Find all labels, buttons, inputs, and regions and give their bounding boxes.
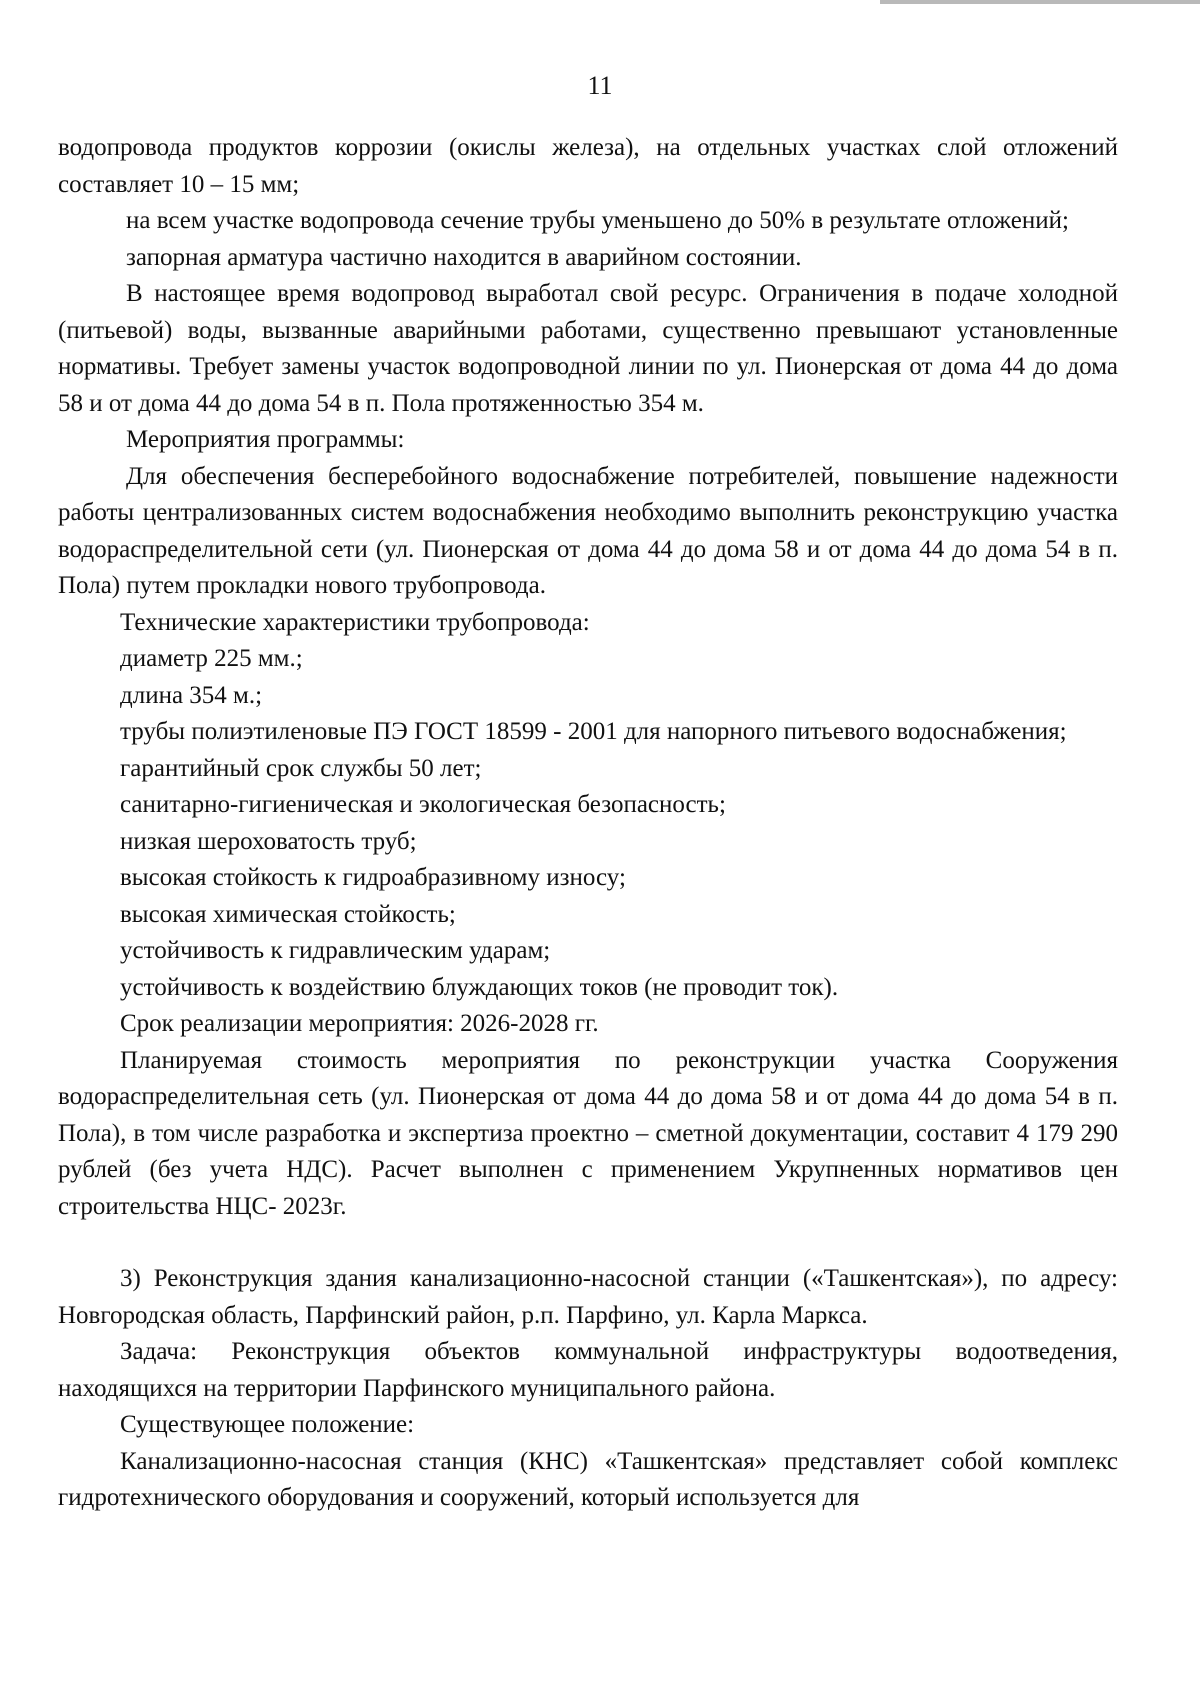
paragraph-timeline: Срок реализации мероприятия: 2026-2028 гг. (120, 1010, 599, 1037)
spec-item: длина 354 м.; (120, 681, 263, 709)
heading-program-measures: Мероприятия программы: (126, 426, 405, 453)
page-number: 11 (587, 71, 613, 100)
spec-item: санитарно-гигиеническая и экологическая безопасность; (120, 791, 726, 818)
paragraph-continuation: водопровода продуктов коррозии (окислы железа), на отдельных участках слой отложений составляет 10 – 15 мм; (58, 134, 1118, 198)
paragraph-measures: Для обеспечения бесперебойного водоснабжение потребителей, повышение надежности работы централизованных систем водоснабжения необходимо выполнить реконструкцию участка водораспределительной сети (ул. Пионерская от дома 44 до дома 58 и от дома 44 до дома 54 в п. Пола) путем прокладки нового трубопровода. (58, 462, 1118, 599)
spec-item: устойчивость к воздействию блуждающих токов (не проводит ток). (120, 973, 839, 1001)
spec-item: трубы полиэтиленовые ПЭ ГОСТ 18599 - 2001 для напорного питьевого водоснабжения; (120, 718, 1067, 745)
document-body (58, 130, 1118, 1517)
section-heading-pump-station: 3) Реконструкция здания канализационно-насосной станции («Ташкентская»), по адресу: Новгородская область, Парфинский район, р.п. Парфино, ул. Карла Маркса. (58, 1265, 1118, 1329)
paragraph-task: Задача: Реконструкция объектов коммунальной инфраструктуры водоотведения, находящихся на территории Парфинского муниципального района. (58, 1338, 1118, 1402)
paragraph-pipe-section: на всем участке водопровода сечение трубы уменьшено до 50% в результате отложений; (126, 207, 1069, 234)
paragraph-pump-station: Канализационно-насосная станция (КНС) «Ташкентская» представляет собой комплекс гидротехнического оборудования и сооружений, который используется для (58, 1447, 1118, 1511)
spec-item: низкая шероховатость труб; (120, 827, 417, 855)
paragraph-valves: запорная арматура частично находится в аварийном состоянии. (126, 243, 802, 271)
heading-existing-state: Существующее положение: (120, 1411, 415, 1438)
spec-item: диаметр 225 мм.; (120, 645, 303, 672)
paragraph-cost: Планируемая стоимость мероприятия по реконструкции участка Сооружения водораспределительная сеть (ул. Пионерская от дома 44 до дома 58 и от дома 44 до дома 54 в п. Пола), в том числе разработка и экспертиза проектно – сметной документации, составит 4 179 290 рублей (без учета НДС). Расчет выполнен с применением Укрупненных нормативов цен строительства НЦС- 2023г. (58, 1046, 1118, 1220)
spec-item: высокая химическая стойкость; (120, 900, 456, 928)
spec-item: гарантийный срок службы 50 лет; (120, 754, 482, 782)
paragraph-current-state: В настоящее время водопровод выработал свой ресурс. Ограничения в подаче холодной (питьевой) воды, вызванные аварийными работами, существенно превышают установленные нормативы. Требует замены участок водопроводной линии по ул. Пионерская от дома 44 до дома 58 и от дома 44 до дома 54 в п. Пола протяженностью 354 м. (58, 280, 1118, 417)
heading-tech-specs: Технические характеристики трубопровода: (120, 608, 590, 636)
spec-item: высокая стойкость к гидроабразивному износу; (120, 864, 626, 891)
scan-edge-mark (880, 0, 1200, 4)
spec-item: устойчивость к гидравлическим ударам; (120, 937, 551, 964)
